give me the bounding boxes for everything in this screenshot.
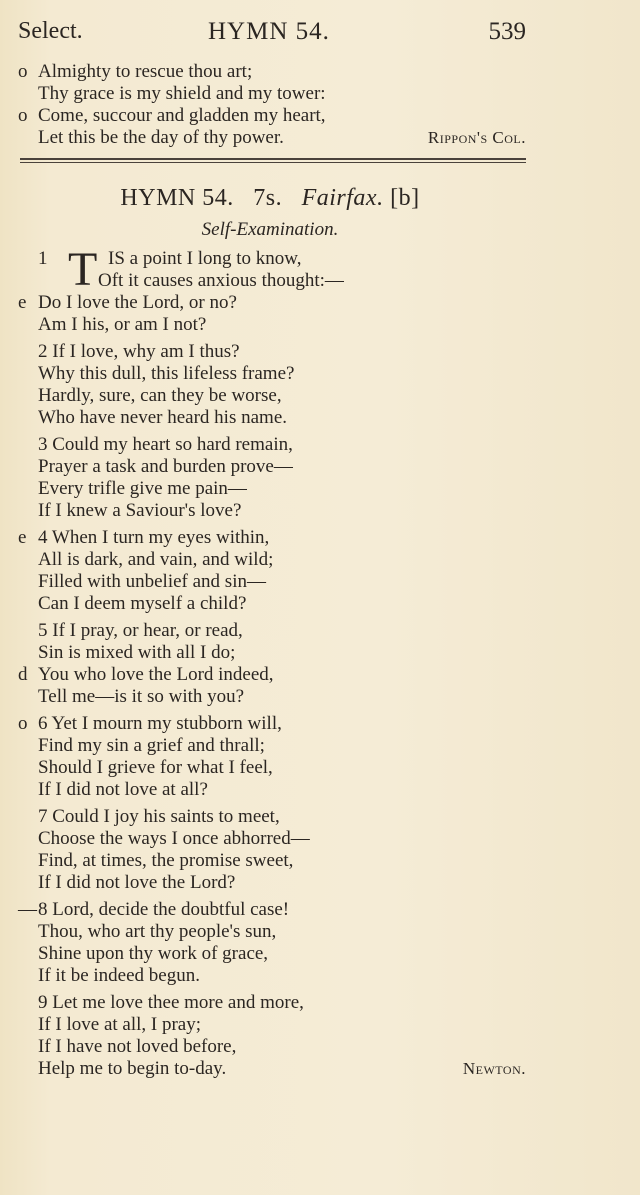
stanza-4 bbox=[18, 527, 528, 615]
verse-text: Help me to begin to-day. bbox=[38, 1058, 227, 1079]
verse-text: 4 When I turn my eyes within, bbox=[38, 527, 270, 548]
verse-text: Am I his, or am I not? bbox=[38, 314, 207, 335]
verse-line bbox=[18, 478, 528, 500]
verse-line bbox=[18, 61, 528, 83]
verse-line bbox=[18, 549, 528, 571]
verse-text: If I did not love the Lord? bbox=[38, 872, 236, 893]
verse-line bbox=[18, 686, 528, 708]
verse-text: Every trifle give me pain— bbox=[38, 478, 247, 499]
verse-line bbox=[18, 713, 528, 735]
verse-line bbox=[18, 992, 528, 1014]
verse-text: Hardly, sure, can they be worse, bbox=[38, 385, 282, 406]
stanza-6 bbox=[18, 713, 528, 801]
verse-line bbox=[18, 314, 528, 336]
verse-line bbox=[18, 593, 528, 615]
verse-text: If I love at all, I pray; bbox=[38, 1014, 202, 1035]
verse-line bbox=[18, 363, 528, 385]
hymn-mark: [b] bbox=[390, 185, 420, 211]
verse-text: Find, at times, the promise sweet, bbox=[38, 850, 294, 871]
verse-text: Thou, who art thy people's sun, bbox=[38, 921, 277, 942]
verse-text: 8 Lord, decide the doubtful case! bbox=[38, 899, 290, 920]
hymn-heading bbox=[0, 185, 540, 212]
verse-text: Choose the ways I once abhorred— bbox=[38, 828, 310, 849]
verse-text: 7 Could I joy his saints to meet, bbox=[38, 806, 280, 827]
verse-line bbox=[18, 735, 528, 757]
verse-text: You who love the Lord indeed, bbox=[38, 664, 274, 685]
verse-text: Almighty to rescue thou art; bbox=[38, 61, 253, 82]
verse-text: Prayer a task and burden prove— bbox=[38, 456, 293, 477]
verse-text: Find my sin a grief and thrall; bbox=[38, 735, 265, 756]
header-hymn-title: HYMN 54. bbox=[208, 18, 330, 45]
verse-text: 9 Let me love thee more and more, bbox=[38, 992, 304, 1013]
stanza-2 bbox=[18, 341, 528, 429]
verse-text: Tell me—is it so with you? bbox=[38, 686, 245, 707]
verse-text: Shine upon thy work of grace, bbox=[38, 943, 269, 964]
verse-text: Can I deem myself a child? bbox=[38, 593, 247, 614]
verse-line bbox=[18, 899, 528, 921]
dynamic-marker: o bbox=[18, 61, 28, 82]
verse-text: If I did not love at all? bbox=[38, 779, 208, 800]
verse-line bbox=[18, 965, 528, 987]
verse-line bbox=[18, 642, 528, 664]
verse-text: If I knew a Saviour's love? bbox=[38, 500, 242, 521]
dynamic-marker: o bbox=[18, 105, 28, 126]
verse-line bbox=[18, 270, 528, 292]
stanza-5 bbox=[18, 620, 528, 708]
stanza-8 bbox=[18, 899, 528, 987]
verse-line bbox=[18, 757, 528, 779]
stanza-list bbox=[18, 341, 528, 1080]
verse-line bbox=[18, 127, 528, 149]
verse-text: Thy grace is my shield and my tower: bbox=[38, 83, 326, 104]
verse-text: Filled with unbelief and sin— bbox=[38, 571, 266, 592]
verse-line bbox=[18, 1058, 528, 1080]
verse-text: Sin is mixed with all I do; bbox=[38, 642, 236, 663]
verse-line bbox=[18, 385, 528, 407]
verse-text: Why this dull, this lifeless frame? bbox=[38, 363, 295, 384]
verse-line bbox=[18, 500, 528, 522]
running-header bbox=[18, 14, 526, 50]
dynamic-marker: d bbox=[18, 664, 28, 685]
stanza-1 bbox=[18, 243, 528, 336]
verse-line bbox=[18, 407, 528, 429]
dynamic-marker: e bbox=[18, 527, 27, 548]
verse-text: 2 If I love, why am I thus? bbox=[38, 341, 240, 362]
verse-line bbox=[18, 779, 528, 801]
verse-text: 5 If I pray, or hear, or read, bbox=[38, 620, 243, 641]
verse-line bbox=[18, 664, 528, 686]
verse-text: All is dark, and vain, and wild; bbox=[38, 549, 274, 570]
verse-text: 6 Yet I mourn my stubborn will, bbox=[38, 713, 282, 734]
section-divider-thin bbox=[20, 162, 526, 163]
verse-line bbox=[18, 292, 528, 314]
hymn-subtitle: Self-Examination. bbox=[201, 219, 339, 240]
verse-text: If it be indeed begun. bbox=[38, 965, 200, 986]
verse-text: If I have not loved before, bbox=[38, 1036, 237, 1057]
verse-line bbox=[18, 921, 528, 943]
stanza-9 bbox=[18, 992, 528, 1080]
page-number: 539 bbox=[488, 18, 526, 45]
hymn-attribution: Newton. bbox=[462, 1059, 526, 1078]
previous-hymn-ending bbox=[18, 61, 528, 149]
verse-line bbox=[18, 1014, 528, 1036]
stanza-7 bbox=[18, 806, 528, 894]
verse-line bbox=[18, 943, 528, 965]
verse-line bbox=[18, 341, 528, 363]
dynamic-marker: — bbox=[18, 899, 37, 920]
verse-line bbox=[18, 828, 528, 850]
verse-line bbox=[18, 620, 528, 642]
hymn-number: HYMN 54. bbox=[120, 185, 234, 211]
verse-line bbox=[18, 434, 528, 456]
verse-text: Come, succour and gladden my heart, bbox=[38, 105, 326, 126]
dynamic-marker: o bbox=[18, 713, 28, 734]
verse-line bbox=[18, 850, 528, 872]
header-section-label: Select. bbox=[18, 18, 83, 44]
stanza-3 bbox=[18, 434, 528, 522]
verse-line bbox=[18, 1036, 528, 1058]
verse-text: Who have never heard his name. bbox=[38, 407, 288, 428]
verse-text: Should I grieve for what I feel, bbox=[38, 757, 273, 778]
verse-line bbox=[18, 456, 528, 478]
verse-text: 3 Could my heart so hard remain, bbox=[38, 434, 293, 455]
previous-attribution: Rippon's Col. bbox=[427, 128, 526, 147]
hymn-body bbox=[18, 243, 528, 1085]
verse-line bbox=[18, 105, 528, 127]
dynamic-marker: e bbox=[18, 292, 27, 313]
verse-text: Do I love the Lord, or no? bbox=[38, 292, 237, 313]
stanza-number: 1 bbox=[38, 248, 48, 269]
hymn-meter: 7s. bbox=[253, 185, 283, 211]
verse-line bbox=[18, 527, 528, 549]
drop-cap: T bbox=[68, 243, 98, 296]
section-divider bbox=[20, 158, 526, 160]
verse-line bbox=[18, 571, 528, 593]
verse-text: Oft it causes anxious thought:— bbox=[98, 270, 344, 291]
verse-line bbox=[18, 83, 528, 105]
verse-line bbox=[18, 806, 528, 828]
verse-text: IS a point I long to know, bbox=[108, 248, 302, 269]
hymn-tune: Fairfax. bbox=[301, 185, 384, 211]
verse-text: Let this be the day of thy power. bbox=[38, 127, 284, 148]
verse-line bbox=[18, 872, 528, 894]
